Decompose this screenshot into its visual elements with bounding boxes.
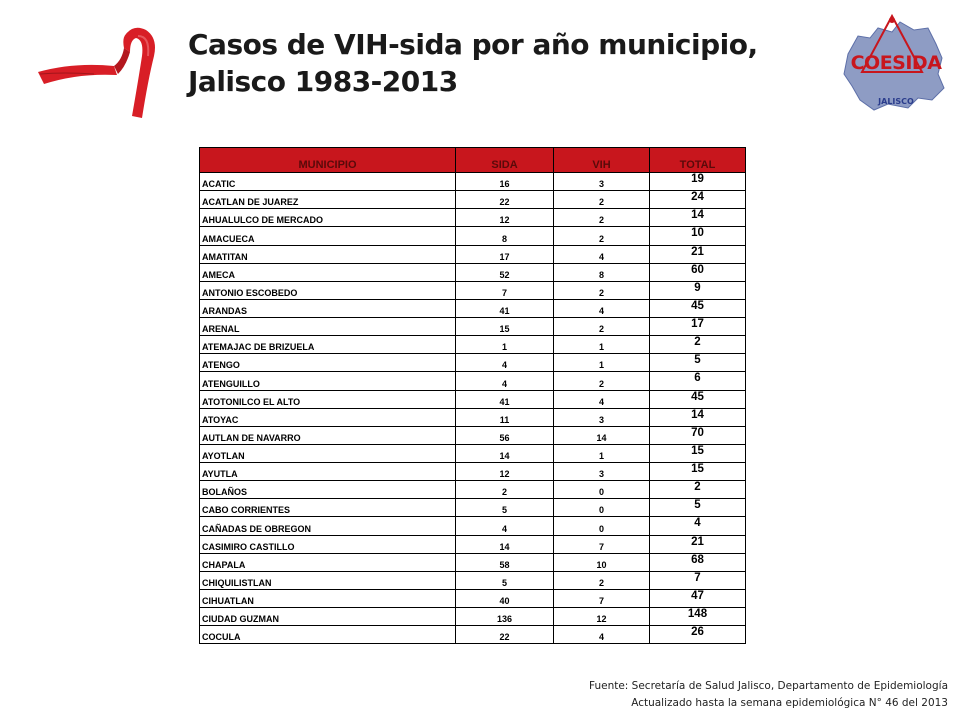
table-row bbox=[200, 481, 746, 499]
cell-sida: 22 bbox=[456, 191, 554, 209]
cell-sida: 4 bbox=[456, 372, 554, 390]
footer-source bbox=[589, 678, 948, 712]
cell-municipio: CASIMIRO CASTILLO bbox=[200, 535, 456, 553]
cell-sida: 40 bbox=[456, 589, 554, 607]
cell-total: 45 bbox=[650, 299, 746, 317]
cell-municipio: CIHUATLAN bbox=[200, 589, 456, 607]
cell-sida: 8 bbox=[456, 227, 554, 245]
cell-sida: 14 bbox=[456, 444, 554, 462]
cell-vih: 4 bbox=[554, 245, 650, 263]
cell-vih: 0 bbox=[554, 517, 650, 535]
cell-sida: 56 bbox=[456, 426, 554, 444]
cell-total: 2 bbox=[650, 481, 746, 499]
cell-total: 17 bbox=[650, 318, 746, 336]
cell-vih: 2 bbox=[554, 318, 650, 336]
cell-vih: 2 bbox=[554, 227, 650, 245]
cell-municipio: ARENAL bbox=[200, 318, 456, 336]
table-row bbox=[200, 626, 746, 644]
table-row bbox=[200, 245, 746, 263]
cell-vih: 2 bbox=[554, 281, 650, 299]
table-row bbox=[200, 390, 746, 408]
table-row bbox=[200, 372, 746, 390]
cell-total: 15 bbox=[650, 463, 746, 481]
cases-table-container bbox=[199, 147, 746, 644]
cell-municipio: AMATITAN bbox=[200, 245, 456, 263]
table-row bbox=[200, 263, 746, 281]
table-row bbox=[200, 227, 746, 245]
cases-table bbox=[199, 147, 746, 644]
cell-vih: 7 bbox=[554, 589, 650, 607]
cell-sida: 58 bbox=[456, 553, 554, 571]
cell-total: 45 bbox=[650, 390, 746, 408]
cell-municipio: AMACUECA bbox=[200, 227, 456, 245]
table-row bbox=[200, 571, 746, 589]
table-row bbox=[200, 444, 746, 462]
table-row bbox=[200, 517, 746, 535]
cell-total: 21 bbox=[650, 245, 746, 263]
cell-vih: 4 bbox=[554, 626, 650, 644]
cell-total: 148 bbox=[650, 608, 746, 626]
cell-total: 4 bbox=[650, 517, 746, 535]
cell-sida: 136 bbox=[456, 608, 554, 626]
table-row bbox=[200, 553, 746, 571]
cell-total: 60 bbox=[650, 263, 746, 281]
cell-municipio: COCULA bbox=[200, 626, 456, 644]
cell-total: 5 bbox=[650, 354, 746, 372]
table-header-row bbox=[200, 148, 746, 173]
cell-total: 70 bbox=[650, 426, 746, 444]
cell-municipio: ANTONIO ESCOBEDO bbox=[200, 281, 456, 299]
cell-vih: 14 bbox=[554, 426, 650, 444]
cell-municipio: ATOTONILCO EL ALTO bbox=[200, 390, 456, 408]
cell-sida: 4 bbox=[456, 517, 554, 535]
cell-municipio: ATENGO bbox=[200, 354, 456, 372]
cell-vih: 10 bbox=[554, 553, 650, 571]
cell-total: 68 bbox=[650, 553, 746, 571]
cell-vih: 8 bbox=[554, 263, 650, 281]
title-line-1: Casos de VIH-sida por año municipio, bbox=[188, 28, 758, 61]
cell-sida: 52 bbox=[456, 263, 554, 281]
table-row bbox=[200, 173, 746, 191]
cell-total: 6 bbox=[650, 372, 746, 390]
header-vih: VIH bbox=[554, 148, 650, 173]
table-row bbox=[200, 535, 746, 553]
cell-vih: 2 bbox=[554, 209, 650, 227]
cell-total: 47 bbox=[650, 589, 746, 607]
cell-municipio: ARANDAS bbox=[200, 299, 456, 317]
cell-vih: 3 bbox=[554, 408, 650, 426]
cell-total: 24 bbox=[650, 191, 746, 209]
cell-total: 14 bbox=[650, 209, 746, 227]
cell-vih: 4 bbox=[554, 390, 650, 408]
cell-vih: 3 bbox=[554, 463, 650, 481]
cell-municipio: AYUTLA bbox=[200, 463, 456, 481]
cell-sida: 12 bbox=[456, 463, 554, 481]
cell-municipio: ACATLAN DE JUAREZ bbox=[200, 191, 456, 209]
cell-sida: 1 bbox=[456, 336, 554, 354]
cell-total: 15 bbox=[650, 444, 746, 462]
cell-total: 26 bbox=[650, 626, 746, 644]
cell-vih: 12 bbox=[554, 608, 650, 626]
cell-municipio: AMECA bbox=[200, 263, 456, 281]
cell-municipio: CHIQUILISTLAN bbox=[200, 571, 456, 589]
cell-sida: 17 bbox=[456, 245, 554, 263]
table-row bbox=[200, 299, 746, 317]
cell-sida: 12 bbox=[456, 209, 554, 227]
cell-sida: 4 bbox=[456, 354, 554, 372]
cell-sida: 5 bbox=[456, 499, 554, 517]
cell-vih: 1 bbox=[554, 444, 650, 462]
cell-total: 7 bbox=[650, 571, 746, 589]
table-row bbox=[200, 281, 746, 299]
cell-municipio: ATENGUILLO bbox=[200, 372, 456, 390]
cell-total: 21 bbox=[650, 535, 746, 553]
table-row bbox=[200, 354, 746, 372]
cell-municipio: CABO CORRIENTES bbox=[200, 499, 456, 517]
cell-total: 19 bbox=[650, 173, 746, 191]
cell-sida: 7 bbox=[456, 281, 554, 299]
title-line-2: Jalisco 1983-2013 bbox=[188, 65, 458, 98]
logo-wordmark: COESIDA bbox=[850, 52, 942, 74]
cell-vih: 1 bbox=[554, 354, 650, 372]
logo-subtitle: JALISCO bbox=[878, 97, 914, 106]
cell-total: 5 bbox=[650, 499, 746, 517]
cell-vih: 4 bbox=[554, 299, 650, 317]
table-row bbox=[200, 209, 746, 227]
cell-vih: 0 bbox=[554, 481, 650, 499]
cell-sida: 41 bbox=[456, 390, 554, 408]
cell-total: 10 bbox=[650, 227, 746, 245]
cell-sida: 5 bbox=[456, 571, 554, 589]
cell-sida: 41 bbox=[456, 299, 554, 317]
cell-sida: 15 bbox=[456, 318, 554, 336]
table-row bbox=[200, 426, 746, 444]
cell-municipio: ACATIC bbox=[200, 173, 456, 191]
awareness-ribbon-icon bbox=[34, 22, 174, 122]
cell-municipio: AYOTLAN bbox=[200, 444, 456, 462]
cell-sida: 11 bbox=[456, 408, 554, 426]
page-title bbox=[188, 26, 758, 100]
cell-total: 14 bbox=[650, 408, 746, 426]
table-row bbox=[200, 589, 746, 607]
cell-municipio: CIUDAD GUZMAN bbox=[200, 608, 456, 626]
cell-municipio: AUTLAN DE NAVARRO bbox=[200, 426, 456, 444]
cell-vih: 2 bbox=[554, 571, 650, 589]
table-row bbox=[200, 336, 746, 354]
cell-vih: 2 bbox=[554, 191, 650, 209]
table-row bbox=[200, 318, 746, 336]
cell-vih: 2 bbox=[554, 372, 650, 390]
table-row bbox=[200, 608, 746, 626]
table-row bbox=[200, 191, 746, 209]
header-municipio: MUNICIPIO bbox=[200, 148, 456, 173]
header-sida: SIDA bbox=[456, 148, 554, 173]
footer-update-line: Actualizado hasta la semana epidemiológica N° 46 del 2013 bbox=[631, 697, 948, 709]
table-row bbox=[200, 408, 746, 426]
cell-total: 9 bbox=[650, 281, 746, 299]
cell-sida: 14 bbox=[456, 535, 554, 553]
table-row bbox=[200, 499, 746, 517]
cell-vih: 1 bbox=[554, 336, 650, 354]
cell-vih: 0 bbox=[554, 499, 650, 517]
table-row bbox=[200, 463, 746, 481]
cell-municipio: CAÑADAS DE OBREGON bbox=[200, 517, 456, 535]
header-total: TOTAL bbox=[650, 148, 746, 173]
footer-source-line: Fuente: Secretaría de Salud Jalisco, Departamento de Epidemiología bbox=[589, 680, 948, 692]
cell-municipio: AHUALULCO DE MERCADO bbox=[200, 209, 456, 227]
cell-sida: 22 bbox=[456, 626, 554, 644]
cell-vih: 7 bbox=[554, 535, 650, 553]
cell-municipio: CHAPALA bbox=[200, 553, 456, 571]
cell-municipio: ATOYAC bbox=[200, 408, 456, 426]
cell-sida: 2 bbox=[456, 481, 554, 499]
cell-sida: 16 bbox=[456, 173, 554, 191]
cell-municipio: ATEMAJAC DE BRIZUELA bbox=[200, 336, 456, 354]
cell-total: 2 bbox=[650, 336, 746, 354]
cell-municipio: BOLAÑOS bbox=[200, 481, 456, 499]
cell-vih: 3 bbox=[554, 173, 650, 191]
